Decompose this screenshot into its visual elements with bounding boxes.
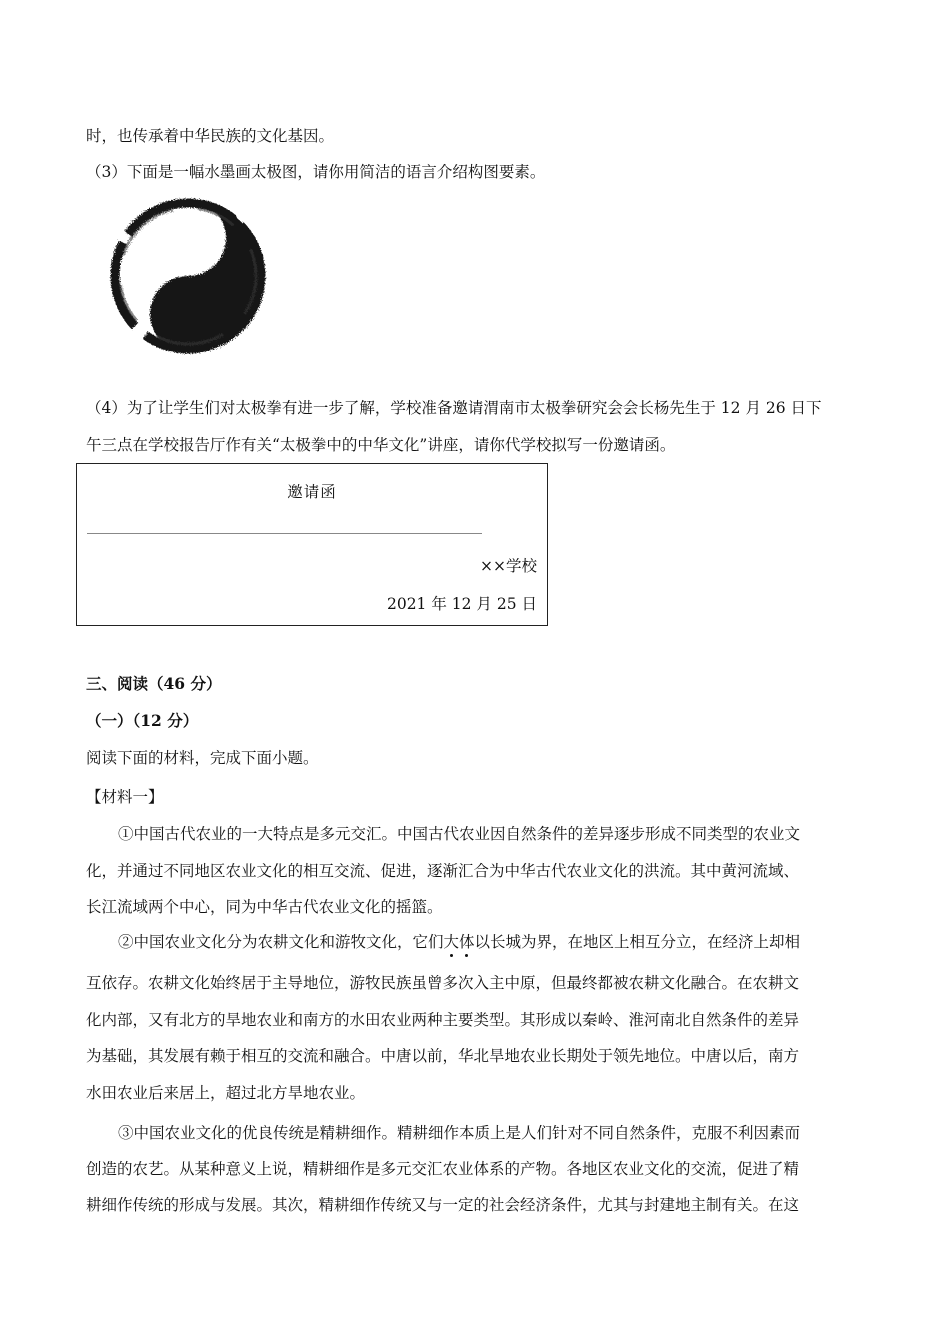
emphasis-char: 体 [459,933,475,951]
question-4-line-2: 午三点在学校报告厅作有关“太极拳中的中华文化”讲座，请你代学校拟写一份邀请函。 [86,436,676,454]
paragraph-2-line: 为基础，其发展有赖于相互的交流和融合。中唐以前，华北旱地农业长期处于领先地位。中唐以后，南方 [86,1047,800,1065]
paragraph-3-line: ③中国农业文化的优良传统是精耕细作。精耕细作本质上是人们针对不同自然条件，克服不利因素而 [118,1124,801,1142]
paragraph-2-line: 互依存。农耕文化始终居于主导地位，游牧民族虽曾多次入主中原，但最终都被农耕文化融合。在农耕文 [86,974,800,992]
section-heading: 三、阅读（46 分） [86,674,222,693]
emphasis-char: 大 [443,933,460,951]
text-line: 时，也传承着中华民族的文化基因。 [86,127,335,145]
part-heading: （一）（12 分） [86,711,199,730]
paragraph-2-line [118,932,800,952]
invitation-box [76,463,548,626]
invitation-date: 2021 年 12 月 25 日 [386,595,537,613]
question-4-line-1: （4）为了让学生们对太极拳有进一步了解，学校准备邀请渭南市太极拳研究会会长杨先生于 12 月 26 日下 [86,399,822,417]
paragraph-3-line: 创造的农艺。从某种意义上说，精耕细作是多元交汇农业体系的产物。各地区农业文化的交流，促进了精 [86,1160,800,1178]
paragraph-2-line: 水田农业后来居上，超过北方旱地农业。 [86,1084,366,1102]
answer-line[interactable] [87,533,482,534]
paragraph-2-text: ②中国农业文化分为农耕文化和游牧文化，它们 [118,933,444,951]
taiji-image [96,196,282,356]
invitation-title: 邀请函 [287,483,337,501]
paragraph-2-line: 化内部，又有北方的旱地农业和南方的水田农业两种主要类型。其形成以秦岭、淮河南北自然条件的差异 [86,1011,800,1029]
paragraph-2-text: 以长城为界，在地区上相互分立，在经济上却相 [474,933,801,951]
invitation-signature: ××学校 [480,557,537,575]
material-label: 【材料一】 [86,788,164,806]
question-3: （3）下面是一幅水墨画太极图，请你用简洁的语言介绍构图要素。 [86,163,546,181]
paragraph-3-line: 耕细作传统的形成与发展。其次，精耕细作传统又与一定的社会经济条件，尤其与封建地主制有关。在这 [86,1196,800,1214]
paragraph-1-line: 长江流域两个中心，同为中华古代农业文化的摇篮。 [86,898,443,916]
paragraph-1-line: ①中国古代农业的一大特点是多元交汇。中国古代农业因自然条件的差异逐步形成不同类型的农业文 [118,825,801,843]
paragraph-1-line: 化，并通过不同地区农业文化的相互交流、促进，逐渐汇合为中华古代农业文化的洪流。其中黄河流域、 [86,862,800,880]
instruction-text: 阅读下面的材料，完成下面小题。 [86,749,319,767]
